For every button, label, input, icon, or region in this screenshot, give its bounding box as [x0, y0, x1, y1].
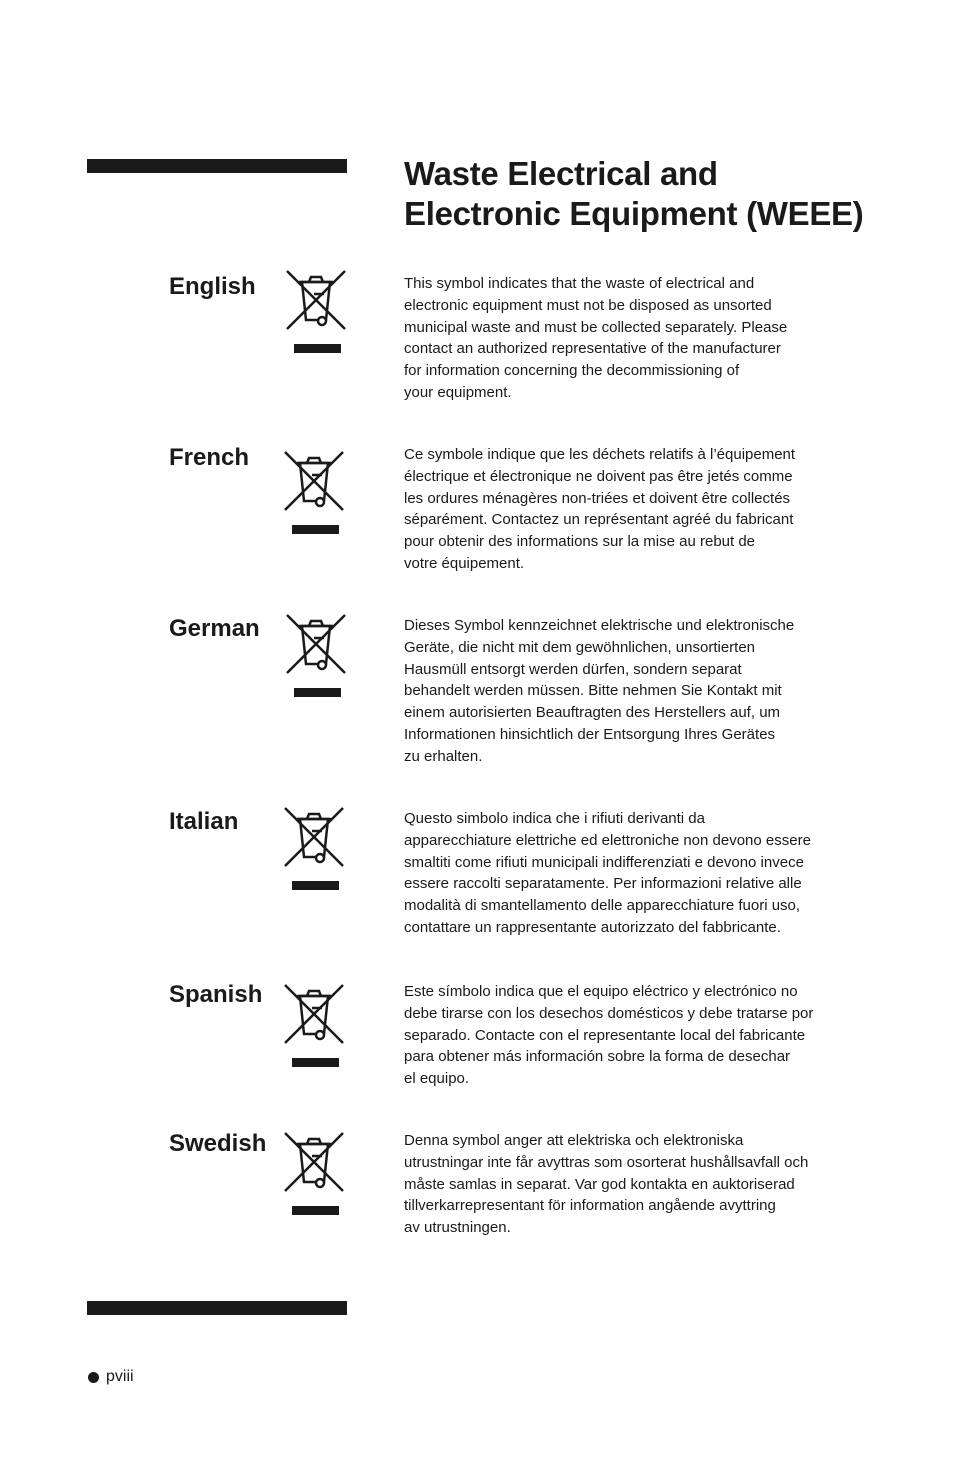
section-text: Questo simbolo indica che i rifiuti derivanti da apparecchiature elettriche ed elettroniche non devono essere smaltiti come rifiuti municipali indifferenziati e devono invece essere raccolti separatamente. Per informazioni relative alle modalità di smantellamento delle apparecchiature fuori uso, contattare un rappresentante autorizzato del fabbricante.	[404, 810, 811, 936]
crossed-out-wheeled-bin-icon	[282, 982, 346, 1072]
page-title-line-2: Electronic Equipment (WEEE)	[404, 195, 864, 232]
language-label: French	[169, 444, 250, 471]
section-text: Ce symbole indique que les déchets relatifs à l’équipement électrique et électronique ne doivent pas être jetés comme les ordures ménagères non-triées et doivent être collectés séparément. Contactez un représentant agréé du fabricant pour obtenir des informations sur la mise au rebut de votre équipement.	[404, 446, 796, 572]
section-text: This symbol indicates that the waste of electrical and electronic equipment must not be disposed as unsorted municipal waste and must be collected separately. Please contact an authorized representative of the manufacturer for information concerning the decommissioning of your equipment.	[404, 275, 788, 401]
section-text: Dieses Symbol kennzeichnet elektrische und elektronische Geräte, die nicht mit dem gewöhnlichen, unsortierten Hausmüll entsorgt werden dürfen, sondern separat behandelt werden müssen. Bitte nehmen Sie Kontakt mit einem autorisierten Beauftragten des Herstellers auf, um Informationen hinsichtlich der Entsorgung Ihres Gerätes zu erhalten.	[404, 617, 795, 765]
language-label: German	[169, 615, 260, 642]
page-title	[404, 154, 924, 234]
page-title-line-1: Waste Electrical and	[404, 155, 718, 192]
language-label: Spanish	[169, 981, 263, 1008]
bottom-rule	[87, 1301, 347, 1315]
crossed-out-wheeled-bin-icon	[284, 612, 348, 702]
language-label: Swedish	[169, 1130, 267, 1157]
top-rule	[87, 159, 347, 173]
section-text: Este símbolo indica que el equipo eléctrico y electrónico no debe tirarse con los desechos domésticos y debe tratarse por separado. Contacte con el representante local del fabricante para obtener más información sobre la forma de desechar el equipo.	[404, 983, 814, 1088]
language-label: Italian	[169, 808, 239, 835]
crossed-out-wheeled-bin-icon	[284, 268, 348, 358]
bullet-icon	[88, 1372, 99, 1383]
crossed-out-wheeled-bin-icon	[282, 449, 346, 539]
crossed-out-wheeled-bin-icon	[282, 1130, 346, 1220]
language-label: English	[169, 273, 256, 300]
section-text: Denna symbol anger att elektriska och elektroniska utrustningar inte får avyttras som osorterat hushållsavfall och måste samlas in separat. Var god kontakta en auktoriserad tillverkarrepresentant för information angående avyttring av utrustningen.	[404, 1132, 809, 1237]
page-footer	[88, 1368, 134, 1386]
page-number: pviii	[106, 1368, 134, 1385]
crossed-out-wheeled-bin-icon	[282, 805, 346, 895]
